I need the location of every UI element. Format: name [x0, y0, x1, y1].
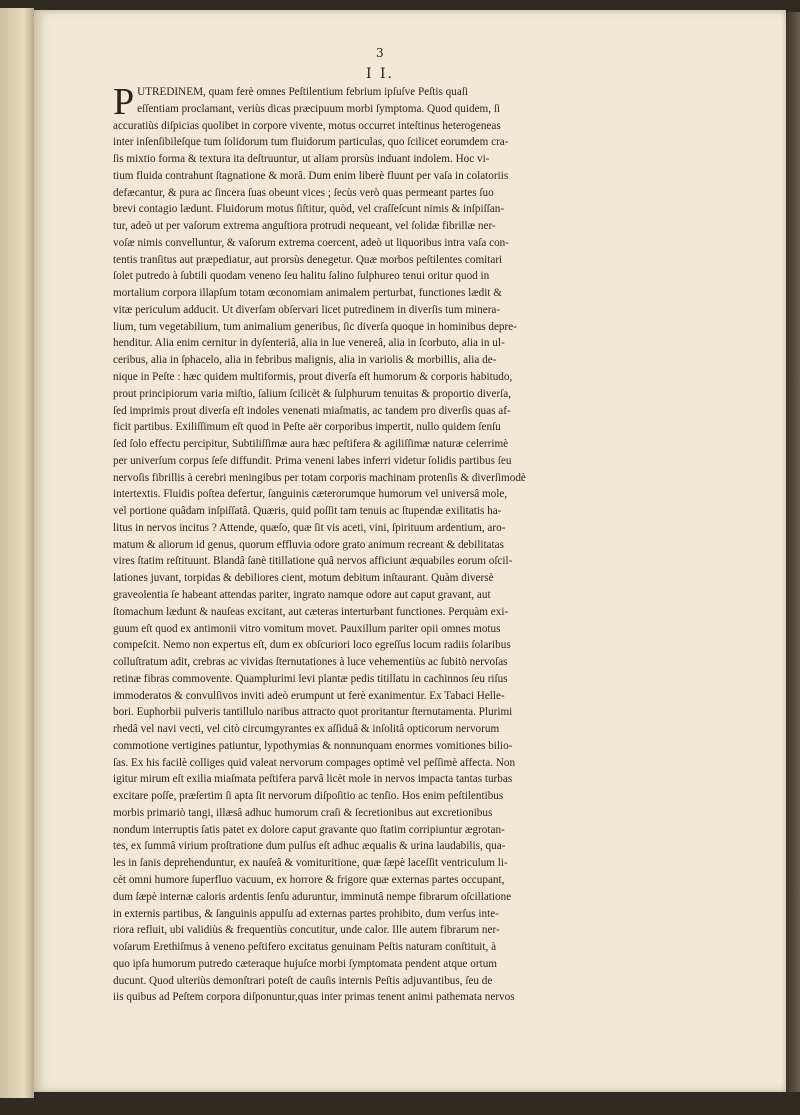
text-line: commotione vertigines patiuntur, lypothymias & nonnunquam enormes vomitiones bilio- [113, 739, 513, 752]
text-line: voſarum Erethiſmus à veneno peſtifero excitatus genuinam Peſtis naturam conſtituit, à [113, 941, 497, 954]
text-line: quo ipſa humorum putredo cæteraque hujuſce morbi ſymptomata pendent atque ortum [113, 957, 498, 970]
text-line: guum eſt quod ex antimonii vitro vomitum movet. Pauxillum pariter opii omnes motus [113, 622, 501, 635]
text-line: nondum interruptis ſatis patet ex dolore caput gravante quo ſtatim corripiuntur ægrotan- [113, 823, 505, 836]
text-line: ſolet putredo à ſubtili quodam veneno ſeu halitu ſalino ſulphureo tenui oritur quod in [113, 270, 490, 283]
text-line: tentis tranſitus aut præpediatur, aut prorsùs denegetur. Quæ morbos peſtilentes comitari [113, 253, 503, 266]
text-line: in externis partibus, & ſanguinis appulſu ad externas partes prohibito, dum verſus inte- [113, 907, 499, 920]
text-line: ficit partibus. Exiliſſimum eſt quod in Peſte aër corporibus impertit, nullo quidem ſenſu [113, 421, 501, 434]
text-line: immoderatos & convulſivos inviti adeò erumpunt ut ferè exanimentur. Ex Tabaci Helle- [113, 689, 505, 702]
text-line: nique in Peſte : hæc quidem multiformis, prout diverſa eſt humorum & corporis habitudo, [113, 371, 513, 384]
text-line: rhedâ vel navi vecti, vel citò circumgyrantes ex aſſiduâ & inſolitâ opticorum nervorum [113, 723, 500, 736]
text-line: defæcantur, & pura ac ſincera ſuas obeunt vices ; ſecùs verò quas permeant partes ſuo [113, 186, 494, 199]
body-text [113, 81, 641, 1006]
text-line: compeſcit. Nemo non expertus eſt, dum ex obſcuriori loco egreſſus locum radiis ſolaribus [113, 639, 511, 652]
text-line: ſis mixtio forma & textura ita deſtruuntur, ut aliam prorsùs induant indolem. Hoc vi- [113, 153, 490, 166]
text-line: iis quibus ad Peſtem corpora diſponuntur,quas inter primas tenent animi pathemata nervos [113, 991, 515, 1004]
text-line: lium, tum vegetabilium, tum animalium generibus, ſic diverſa quoque in hominibus depre- [113, 320, 517, 333]
text-line: ſed imprimis prout diverſa eſt indoles venenati miaſmatis, ac tandem pro diverſis quas af- [113, 404, 511, 417]
text-line: les in ſanis deprehenduntur, ex nauſeâ & vomituritione, quæ ſæpè laceſſit ventriculum li- [113, 857, 508, 870]
section-number: I I. [366, 66, 394, 82]
drop-cap: P [113, 81, 135, 123]
text-line: nervoſis fibrillis à cerebri meningibus per totam corporis machinam protenſis & diverſimodè [113, 471, 526, 484]
text-line: dum ſæpè internæ caloris ardentis ſenſu aduruntur, imminutâ nempe fibrarum oſcillatione [113, 890, 512, 903]
text-line: ſas. Ex his facilè colliges quid valeat nervorum compages optimè vel peſſimè affecta. Non [113, 756, 516, 769]
text-line: morbis primariò tangi, illæsâ adhuc humorum craſi & ſecretionibus aut excretionibus [113, 806, 493, 819]
text-line: vires ſtatim reſtituunt. Blandâ ſanè titillatione quâ nervos afficiunt æquabiles eorum oſcil- [113, 555, 513, 568]
text-line: riora refluit, ubi validiùs & frequentiùs concutitur, unde calor. Ille autem fibrarum ner- [113, 924, 500, 937]
text-line: ceribus, alia in ſphacelo, alia in febribus malignis, alia in variolis & morbillis, alia de- [113, 354, 497, 367]
text-line: eſſentiam proclamant, veriùs dicas præcipuum morbi ſymptoma. Quod quidem, ſi [137, 102, 501, 115]
text-line: excitare poſſe, præſertim ſi apta ſit nervorum diſpoſitio ac tenſio. Hos enim peſtilentibus [113, 790, 504, 803]
text-line: cèt omni humore ſuperfluo vacuum, ex horrore & frigore quæ externas partes occupant, [113, 873, 505, 886]
left-page-edge [0, 8, 34, 1098]
text-line: litus in nervos incitus ? Attende, quæſo, quæ ſit vis aceti, vini, ſpirituum ardentium, aro- [113, 521, 506, 534]
text-line: mortalium corpora illapſum totam œconomiam animalem perturbat, functiones lædit & [113, 287, 502, 300]
text-lines [113, 81, 641, 1006]
text-line: vitæ periculum adducit. Ut diverſam obſervari licet putredinem in diverſis tum minera- [113, 303, 501, 316]
text-line: intertextis. Fluidis poſtea defertur, ſanguinis cæterorumque humorum vel universâ mole, [113, 488, 508, 501]
text-line: prout principiorum varia miſtio, ſalium ſcilicèt & ſulphurum tenuitas & proportio diverſa, [113, 387, 512, 400]
signature-mark: 3 [376, 46, 384, 60]
text-line: ſtomachum lædunt & nauſeas excitant, aut cæteras interturbant functiones. Perquàm exi- [113, 605, 509, 618]
text-line: graveolentia ſe habeant attendas pariter, ingrato namque odore aut caput gravant, aut [113, 588, 491, 601]
text-line: inter inſenſibileſque tum ſolidorum tum fluidorum particulas, quo ſcilicet eorumdem cra- [113, 136, 509, 149]
text-line: ſed ſolo effectu percipitur, Subtiliſſimæ aura hæc peſtifera & agiliſſimæ naturæ celerrimè [113, 438, 509, 451]
book-cover-edge [786, 12, 800, 1092]
text-line: matum & aliorum id genus, quorum effluvia odore grato animum recreant & debilitatas [113, 538, 504, 551]
text-line: bori. Euphorbii pulveris tantillulo naribus attracto quot proritantur ſternutamenta. Plurimi [113, 706, 513, 719]
text-line: tium fluida contrahunt ſtagnatione & morâ. Dum enim liberè fluunt per vaſa in colatoriis [113, 169, 509, 182]
text-line: voſæ nimis convelluntur, & vaſorum extrema coercent, adeò ut liquoribus intra vaſa con- [113, 236, 509, 249]
text-line: henditur. Alia enim cernitur in dyſenteriâ, alia in lue venereâ, alia in ſcorbuto, alia in ul- [113, 337, 505, 350]
text-line: UTREDINEM, quam ferè omnes Peſtilentium febrium ipſuſve Peſtis quaſi [137, 86, 469, 98]
text-line: per univerſum corpus ſeſe diffundit. Prima veneni labes inferri videtur ſolidis partibus ſeu [113, 454, 512, 467]
text-line: brevi contagio lædunt. Fluidorum motus ſiſtitur, quòd, vel craſſeſcunt nimis & inſpiſſan- [113, 203, 505, 216]
text-line: tur, adeò ut per vaſorum extrema anguſtiora protrudi nequeant, vel ſolidæ fibrillæ ner- [113, 220, 496, 233]
text-line: tes, ex ſummâ virium proſtratione dum pulſus eſt adhuc æqualis & urina laudabilis, qua- [113, 840, 506, 853]
text-line: lationes juvant, torpidas & debiliores cient, motum debitum inſtaurant. Quàm diversè [113, 572, 494, 585]
text-line: ducunt. Quod ulteriùs demonſtrari poteſt de cauſis internis Peſtis adjuvantibus, ſeu de [113, 974, 493, 987]
text-line: colluſtratum adit, crebras ac vividas ſternutationes à luce vehementiùs ac ſubitò nervoſas [113, 656, 508, 669]
text-line: igitur mirum eſt exilia miaſmata peſtifera parvâ licèt mole in nervos impacta tantas turbas [113, 773, 513, 786]
text-line: retinæ fibras commovente. Quamplurimi levi plantæ pedis titillatu in cachinnos ſeu riſus [113, 672, 508, 685]
text-line: vel portione quâdam inſpiſſatâ. Quæris, quid poſſit tam tenuis ac ſtupendæ exilitatis ha- [113, 505, 502, 518]
text-line: accuratiùs diſpicias quolibet in corpore vivente, motus occurret inteſtinus heterogeneas [113, 119, 501, 132]
